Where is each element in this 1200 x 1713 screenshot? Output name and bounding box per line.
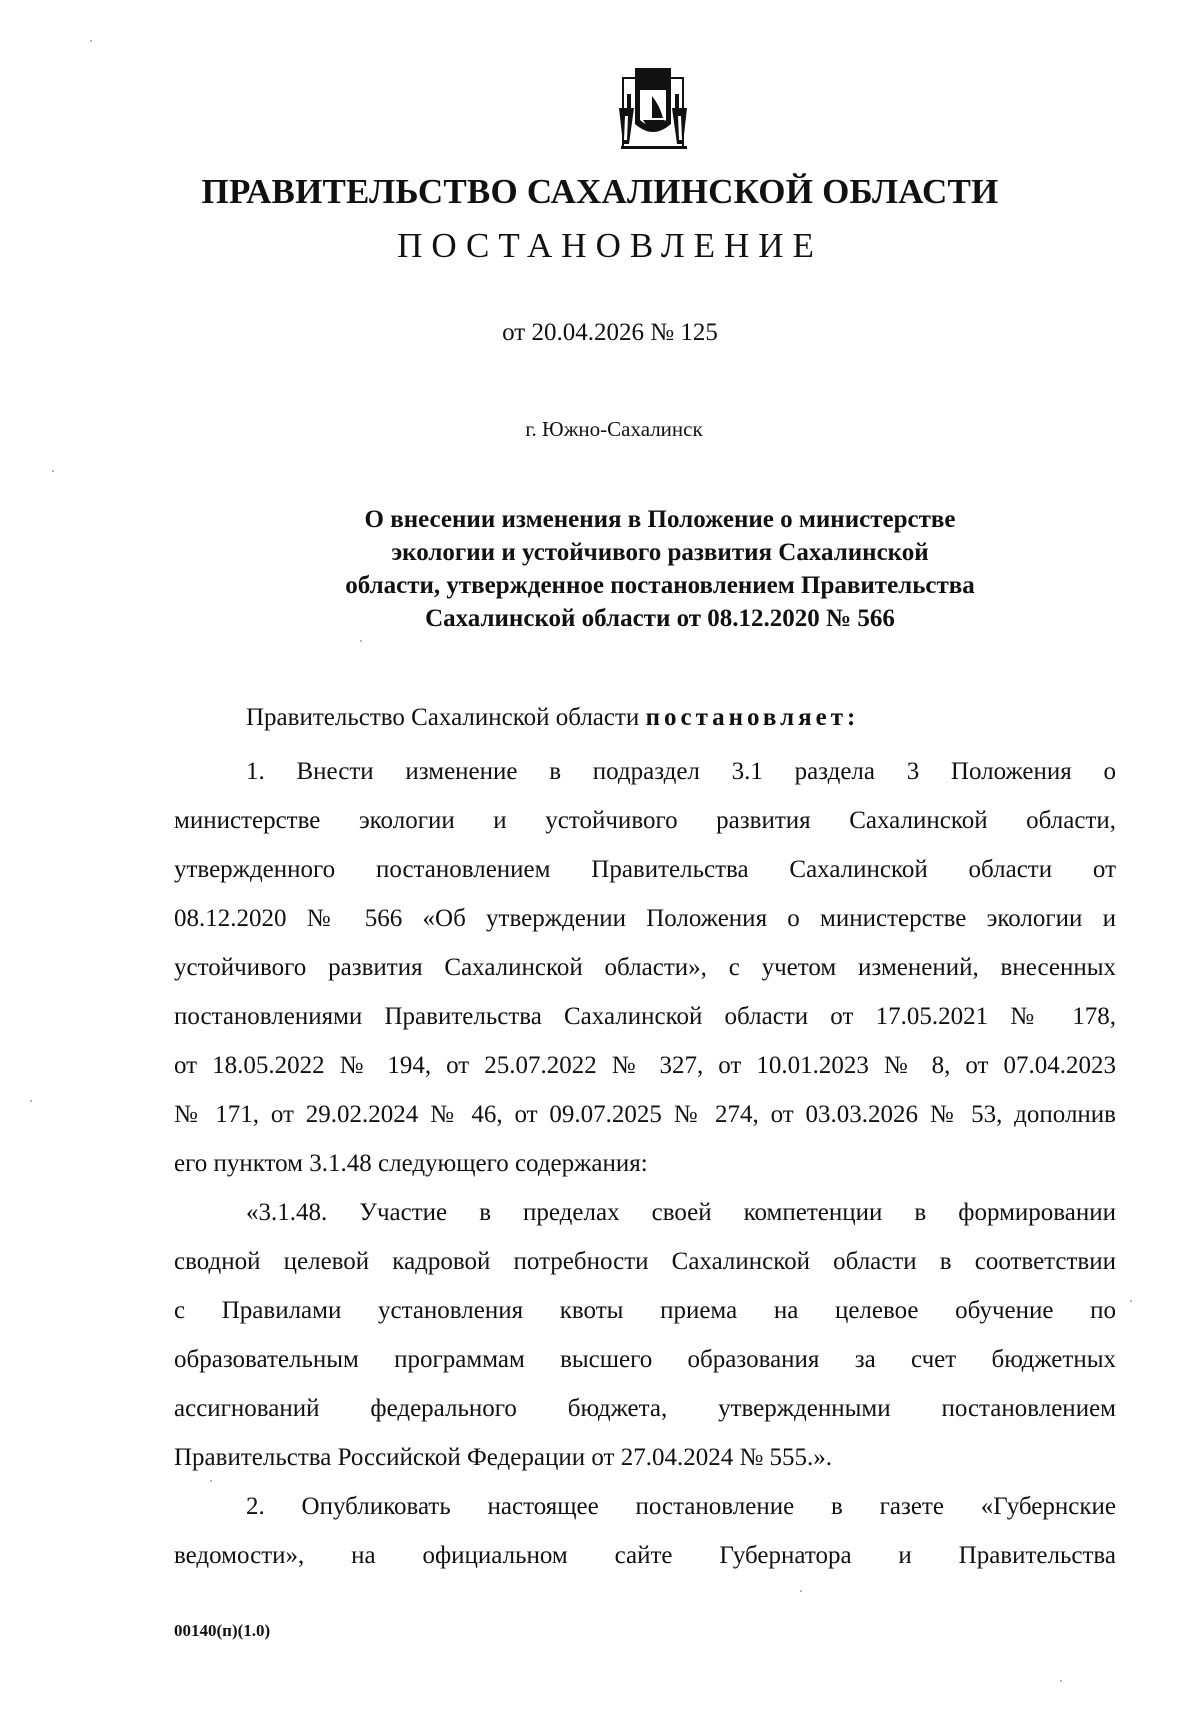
document-title-line: Сахалинской области от 08.12.2020 № 566 (425, 605, 895, 632)
scan-speck (30, 1100, 32, 1102)
body-line: 2. Опубликовать настоящее постановление в газете «Губернские (246, 1493, 1116, 1520)
body-line: с Правилами установления квоты приема на целевое обучение по (174, 1297, 1116, 1324)
body-line: 1. Внести изменение в подраздел 3.1 раздела 3 Положения о (246, 758, 1116, 785)
document-type-heading: ПОСТАНОВЛЕНИЕ (397, 226, 823, 265)
preamble (246, 703, 859, 733)
document-title-line: О внесении изменения в Положение о министерстве (364, 506, 956, 533)
scan-speck (360, 640, 362, 642)
body-line: ассигнований федерального бюджета, утвержденными постановлением (174, 1395, 1116, 1422)
document-date-number: от 20.04.2026 № 125 (502, 319, 718, 346)
body-line: Правительства Российской Федерации от 27.04.2024 № 555.». (174, 1444, 833, 1471)
document-title (290, 503, 1030, 635)
scan-speck (90, 40, 92, 42)
organization-heading: ПРАВИТЕЛЬСТВО САХАЛИНСКОЙ ОБЛАСТИ (201, 172, 999, 211)
scan-speck (52, 470, 54, 472)
body-line: образовательным программам высшего образования за счет бюджетных (174, 1346, 1116, 1373)
document-title-line: области, утвержденное постановлением Правительства (345, 572, 975, 599)
document-city: г. Южно-Сахалинск (525, 417, 703, 441)
preamble-verb: постановляет: (645, 704, 860, 731)
body-line: сводной целевой кадровой потребности Сахалинской области в соответствии (174, 1248, 1116, 1275)
document-title-line: экологии и устойчивого развития Сахалинской (391, 539, 929, 566)
body-line: утвержденного постановлением Правительства Сахалинской области от (174, 856, 1116, 883)
body-line: 08.12.2020 № 566 «Об утверждении Положения о министерстве экологии и (174, 905, 1116, 932)
body-line: № 171, от 29.02.2024 № 46, от 09.07.2025 № 274, от 03.03.2026 № 53, дополнив (174, 1101, 1116, 1128)
body-line: постановлениями Правительства Сахалинской области от 17.05.2021 № 178, (174, 1003, 1116, 1030)
document-body (174, 747, 1116, 1580)
body-line: министерстве экологии и устойчивого развития Сахалинской области, (174, 807, 1116, 834)
preamble-subject: Правительство Сахалинской области (246, 704, 640, 731)
body-line: его пунктом 3.1.48 следующего содержания: (174, 1150, 648, 1177)
body-line: от 18.05.2022 № 194, от 25.07.2022 № 327, от 10.01.2023 № 8, от 07.04.2023 (174, 1052, 1116, 1079)
body-line: ведомости», на официальном сайте Губернатора и Правительства (174, 1542, 1116, 1569)
body-line: устойчивого развития Сахалинской области», с учетом изменений, внесенных (174, 954, 1116, 981)
coat-of-arms-emblem (605, 64, 701, 160)
scan-speck (1060, 1680, 1062, 1682)
body-line: «3.1.48. Участие в пределах своей компетенции в формировании (246, 1199, 1116, 1226)
scan-speck (1130, 1300, 1132, 1302)
scan-speck (800, 1590, 802, 1592)
form-code: 00140(п)(1.0) (174, 1621, 271, 1640)
scan-speck (210, 1480, 212, 1482)
